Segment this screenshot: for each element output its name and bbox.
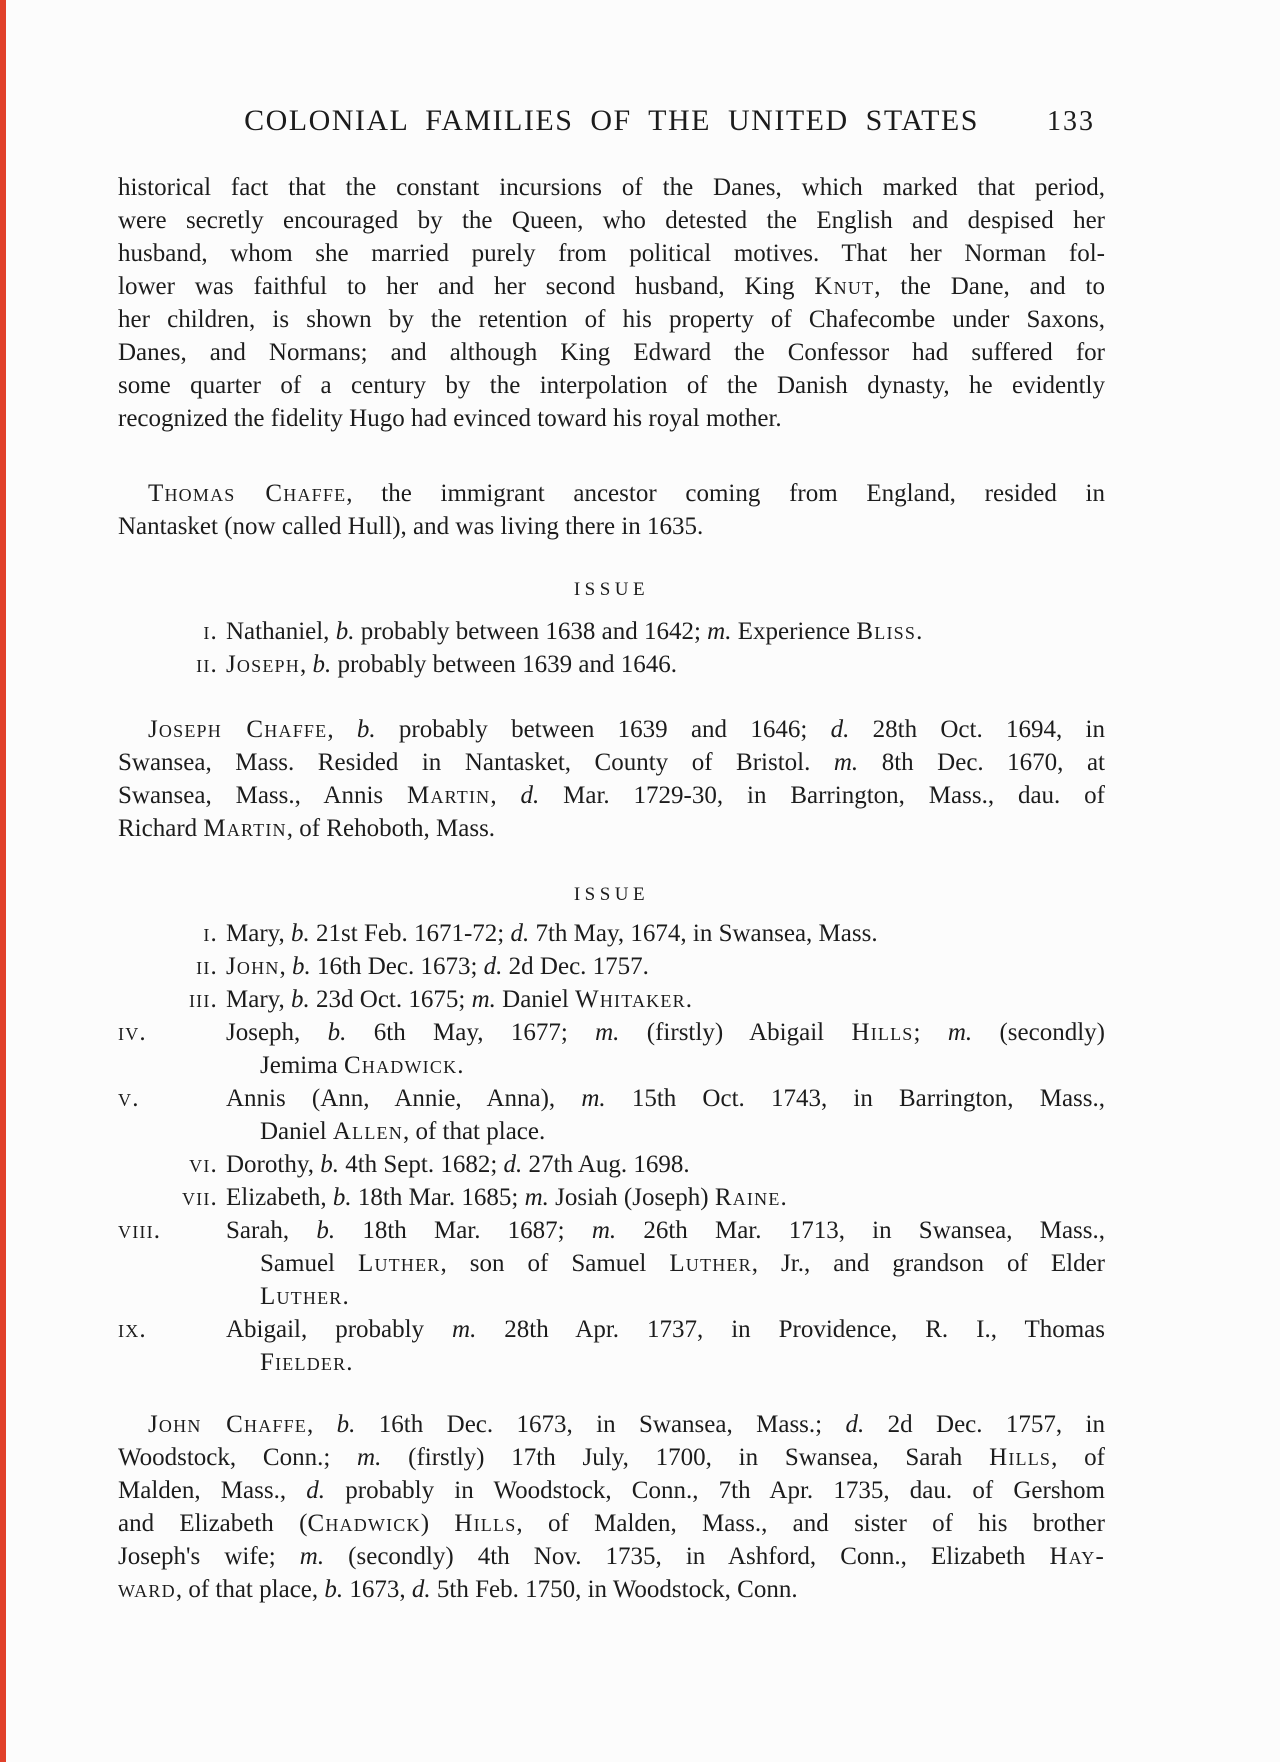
text-line bbox=[118, 270, 1105, 303]
text-line bbox=[118, 303, 1105, 336]
text-run: 23d Oct. 1675; bbox=[309, 986, 472, 1013]
text-run: (firstly) 17th July, 1700, in Swansea, Sarah bbox=[381, 1444, 990, 1471]
abbrev-italic: b. bbox=[335, 618, 355, 645]
text-line bbox=[118, 1441, 1105, 1474]
roman-numeral: v. bbox=[118, 1085, 140, 1112]
text-line bbox=[118, 1507, 1105, 1540]
abbrev-italic: b. bbox=[332, 1184, 352, 1211]
text-run: Samuel bbox=[260, 1250, 359, 1277]
text-run: . bbox=[685, 986, 693, 1013]
abbrev-italic: m. bbox=[357, 1444, 382, 1471]
text-line bbox=[118, 402, 1105, 435]
text-run: (secondly) bbox=[972, 1019, 1105, 1046]
text-run: , of bbox=[1051, 1444, 1105, 1471]
text-run: probably between 1639 and 1646. bbox=[331, 651, 677, 678]
abbrev-italic: d. bbox=[411, 1576, 431, 1603]
abbrev-italic: m. bbox=[591, 1217, 617, 1244]
surname-small-caps: Chadwick bbox=[344, 1052, 458, 1079]
page-number: 133 bbox=[1047, 106, 1095, 137]
text-run: Swansea, Mass. Resided in Nantasket, County of Bristol. bbox=[118, 749, 834, 776]
text-run: , of Malden, Mass., and sister of his brother bbox=[516, 1510, 1105, 1537]
text-run: 4th Sept. 1682; bbox=[338, 1151, 504, 1178]
text-run: Annis (Ann, Annie, Anna), bbox=[226, 1085, 582, 1112]
text-run: 28th Oct. 1694, in bbox=[849, 716, 1105, 743]
text-run: (firstly) Abigail bbox=[619, 1019, 852, 1046]
text-run: . bbox=[342, 1283, 349, 1310]
abbrev-italic: d. bbox=[510, 920, 530, 947]
paragraph-joseph-chaffe bbox=[118, 713, 1105, 845]
scan-edge-line bbox=[0, 0, 6, 1762]
text-run: 6th May, 1677; bbox=[346, 1019, 596, 1046]
roman-numeral: iv. bbox=[118, 1019, 147, 1046]
text-line bbox=[118, 1082, 1105, 1115]
roman-numeral: i. bbox=[203, 920, 218, 947]
text-run: 16th Dec. 1673; bbox=[310, 953, 484, 980]
text-run: historical fact that the constant incursions of the Danes, which marked that period, bbox=[118, 174, 1105, 201]
abbrev-italic: b. bbox=[291, 920, 310, 947]
text-run: 16th Dec. 1673, in Swansea, Mass.; bbox=[355, 1411, 846, 1438]
abbrev-italic: m. bbox=[299, 1543, 325, 1570]
surname-small-caps: Joseph Chaffe bbox=[148, 716, 328, 743]
roman-numeral: ii. bbox=[196, 651, 218, 678]
text-run: . bbox=[457, 1052, 464, 1079]
abbrev-italic: b. bbox=[291, 986, 310, 1013]
text-line bbox=[118, 812, 1105, 845]
abbrev-italic: m. bbox=[947, 1019, 973, 1046]
text-line bbox=[118, 1346, 1105, 1379]
text-run: Mary, bbox=[226, 986, 292, 1013]
text-run: husband, whom she married purely from political motives. That her Norman fol- bbox=[118, 240, 1105, 267]
paragraph-danes bbox=[118, 171, 1105, 435]
surname-small-caps: John Chaffe bbox=[148, 1411, 308, 1438]
surname-small-caps: Hills bbox=[989, 1444, 1052, 1471]
text-line bbox=[118, 615, 1105, 648]
text-run: Joseph's wife; bbox=[118, 1543, 300, 1570]
text-line bbox=[118, 983, 1105, 1016]
text-run: , bbox=[307, 1411, 337, 1438]
text-run: 8th Dec. 1670, at bbox=[858, 749, 1105, 776]
abbrev-italic: m. bbox=[595, 1019, 620, 1046]
text-run: , Jr., and grandson of Elder bbox=[751, 1250, 1105, 1277]
roman-numeral: viii. bbox=[118, 1217, 162, 1244]
text-line bbox=[118, 1148, 1105, 1181]
surname-small-caps: Luther bbox=[260, 1283, 343, 1310]
abbrev-italic: b. bbox=[316, 1217, 336, 1244]
abbrev-italic: b. bbox=[312, 651, 332, 678]
text-run: Daniel bbox=[495, 986, 576, 1013]
text-line bbox=[118, 1573, 1105, 1606]
text-run: 18th Mar. 1685; bbox=[351, 1184, 525, 1211]
text-column bbox=[118, 0, 1105, 1762]
text-run: Elizabeth, bbox=[226, 1184, 333, 1211]
text-run: Jemima bbox=[260, 1052, 345, 1079]
text-run: Malden, Mass., bbox=[118, 1477, 307, 1504]
surname-small-caps: Hills bbox=[454, 1510, 517, 1537]
paragraph-john-chaffe bbox=[118, 1408, 1105, 1606]
surname-small-caps: Raine bbox=[714, 1184, 781, 1211]
text-line bbox=[118, 1049, 1105, 1082]
text-line bbox=[118, 204, 1105, 237]
text-run: , bbox=[279, 953, 293, 980]
surname-small-caps: Joseph bbox=[226, 651, 300, 678]
text-run: 15th Oct. 1743, in Barrington, Mass., bbox=[605, 1085, 1105, 1112]
text-run: probably in Woodstock, Conn., 7th Apr. 1735, dau. of Gershom bbox=[325, 1477, 1106, 1504]
text-run: 27th Aug. 1698. bbox=[522, 1151, 690, 1178]
text-run: recognized the fidelity Hugo had evinced toward his royal mother. bbox=[118, 405, 782, 432]
text-run: ) bbox=[420, 1510, 455, 1537]
text-run: her children, is shown by the retention of his property of Chafecombe under Saxons, bbox=[118, 306, 1105, 333]
abbrev-italic: m. bbox=[833, 749, 859, 776]
text-run: some quarter of a century by the interpolation of the Danish dynasty, he evidently bbox=[118, 372, 1105, 399]
text-line bbox=[118, 171, 1105, 204]
surname-small-caps: Luther bbox=[358, 1250, 441, 1277]
text-run: Dorothy, bbox=[226, 1151, 321, 1178]
text-run: 1673, bbox=[343, 1576, 412, 1603]
text-line bbox=[118, 1280, 1105, 1313]
text-line bbox=[118, 1214, 1105, 1247]
text-line bbox=[118, 510, 1105, 543]
text-run: Experience bbox=[731, 618, 857, 645]
text-run: , bbox=[299, 651, 313, 678]
surname-small-caps: Whitaker bbox=[575, 986, 686, 1013]
text-run: 28th Apr. 1737, in Providence, R. I., Thomas bbox=[476, 1316, 1105, 1343]
text-run: Mary, bbox=[226, 920, 292, 947]
text-line bbox=[118, 336, 1105, 369]
surname-small-caps: Martin bbox=[203, 815, 287, 842]
abbrev-italic: d. bbox=[503, 1151, 523, 1178]
text-line bbox=[118, 477, 1105, 510]
surname-small-caps: Hay- bbox=[1049, 1543, 1105, 1570]
abbrev-italic: m. bbox=[471, 986, 496, 1013]
text-run: lower was faithful to her and her second husband, King bbox=[118, 273, 815, 300]
text-run: Sarah, bbox=[226, 1217, 317, 1244]
issue-heading-1: ISSUE bbox=[573, 579, 650, 600]
text-run: , of Rehoboth, Mass. bbox=[286, 815, 496, 842]
text-line bbox=[118, 1181, 1105, 1214]
text-run: , the immigrant ancestor coming from England, resided in bbox=[346, 480, 1105, 507]
text-run: 18th Mar. 1687; bbox=[335, 1217, 592, 1244]
abbrev-italic: d. bbox=[483, 953, 503, 980]
abbrev-italic: m. bbox=[452, 1316, 477, 1343]
roman-numeral: vii. bbox=[181, 1184, 218, 1211]
text-run: 5th Feb. 1750, in Woodstock, Conn. bbox=[430, 1576, 798, 1603]
text-line bbox=[118, 648, 1105, 681]
text-run: probably between 1639 and 1646; bbox=[375, 716, 831, 743]
roman-numeral: iii. bbox=[188, 986, 218, 1013]
text-run: 2d Dec. 1757. bbox=[502, 953, 649, 980]
text-run: Nantasket (now called Hull), and was living there in 1635. bbox=[118, 513, 704, 540]
text-line bbox=[118, 1016, 1105, 1049]
abbrev-italic: d. bbox=[830, 716, 850, 743]
abbrev-italic: m. bbox=[707, 618, 732, 645]
text-run: Daniel bbox=[260, 1118, 333, 1145]
text-line bbox=[118, 1474, 1105, 1507]
text-run: Richard bbox=[118, 815, 204, 842]
text-run: and Elizabeth ( bbox=[118, 1510, 308, 1537]
text-run: Abigail, probably bbox=[226, 1316, 453, 1343]
text-run: Woodstock, Conn.; bbox=[118, 1444, 358, 1471]
text-line bbox=[118, 1540, 1105, 1573]
surname-small-caps: Luther bbox=[669, 1250, 752, 1277]
text-run: . bbox=[780, 1184, 787, 1211]
text-line bbox=[118, 1313, 1105, 1346]
text-run: . bbox=[346, 1349, 353, 1376]
text-run: 21st Feb. 1671-72; bbox=[309, 920, 511, 947]
surname-small-caps: Martin bbox=[407, 782, 491, 809]
surname-small-caps: Hills bbox=[851, 1019, 914, 1046]
abbrev-italic: d. bbox=[520, 782, 540, 809]
text-line bbox=[118, 237, 1105, 270]
issue-list-2 bbox=[118, 917, 1105, 1379]
text-line bbox=[118, 746, 1105, 779]
abbrev-italic: b. bbox=[356, 716, 376, 743]
text-run: were secretly encouraged by the Queen, who detested the English and despised her bbox=[118, 207, 1105, 234]
running-title: COLONIAL FAMILIES OF THE UNITED STATES bbox=[244, 104, 979, 137]
text-run: (secondly) 4th Nov. 1735, in Ashford, Conn., Elizabeth bbox=[324, 1543, 1050, 1570]
text-line bbox=[118, 1247, 1105, 1280]
text-line bbox=[118, 713, 1105, 746]
abbrev-italic: m. bbox=[524, 1184, 549, 1211]
roman-numeral: ii. bbox=[196, 953, 218, 980]
text-run: 26th Mar. 1713, in Swansea, Mass., bbox=[616, 1217, 1105, 1244]
surname-small-caps: Allen bbox=[332, 1118, 403, 1145]
surname-small-caps: Bliss bbox=[856, 618, 917, 645]
text-run: . bbox=[916, 618, 923, 645]
roman-numeral: vi. bbox=[189, 1151, 218, 1178]
abbrev-italic: d. bbox=[306, 1477, 326, 1504]
abbrev-italic: b. bbox=[292, 953, 311, 980]
text-run: probably between 1638 and 1642; bbox=[354, 618, 708, 645]
surname-small-caps: Knut bbox=[814, 273, 875, 300]
abbrev-italic: d. bbox=[845, 1411, 865, 1438]
text-run: Joseph, bbox=[226, 1019, 328, 1046]
text-run: 2d Dec. 1757, in bbox=[864, 1411, 1105, 1438]
abbrev-italic: b. bbox=[327, 1019, 347, 1046]
text-run: 7th May, 1674, in Swansea, Mass. bbox=[529, 920, 878, 947]
issue-list-1 bbox=[118, 615, 1105, 681]
text-run: , bbox=[327, 716, 357, 743]
abbrev-italic: b. bbox=[320, 1151, 339, 1178]
text-run: Nathaniel, bbox=[226, 618, 336, 645]
text-run: , bbox=[490, 782, 521, 809]
text-run: , son of Samuel bbox=[440, 1250, 670, 1277]
text-line bbox=[118, 1408, 1105, 1441]
abbrev-italic: m. bbox=[581, 1085, 606, 1112]
text-run: , the Dane, and to bbox=[874, 273, 1105, 300]
surname-small-caps: Thomas Chaffe bbox=[148, 480, 347, 507]
text-run: Mar. 1729-30, in Barrington, Mass., dau. of bbox=[539, 782, 1106, 809]
text-line bbox=[118, 1115, 1105, 1148]
text-line bbox=[118, 369, 1105, 402]
abbrev-italic: b. bbox=[336, 1411, 356, 1438]
surname-small-caps: Chadwick bbox=[307, 1510, 421, 1537]
text-run: Josiah (Joseph) bbox=[548, 1184, 715, 1211]
surname-small-caps: Fielder bbox=[260, 1349, 347, 1376]
roman-numeral: ix. bbox=[118, 1316, 147, 1343]
text-run: , of that place, bbox=[175, 1576, 325, 1603]
text-run: Danes, and Normans; and although King Edward the Confessor had suffered for bbox=[118, 339, 1105, 366]
text-line bbox=[118, 917, 1105, 950]
surname-small-caps: John bbox=[226, 953, 280, 980]
text-line bbox=[118, 950, 1105, 983]
abbrev-italic: b. bbox=[324, 1576, 344, 1603]
surname-small-caps: ward bbox=[118, 1576, 176, 1603]
text-run: , of that place. bbox=[402, 1118, 546, 1145]
paragraph-thomas-chaffe bbox=[118, 477, 1105, 543]
roman-numeral: i. bbox=[203, 618, 218, 645]
text-line bbox=[118, 779, 1105, 812]
text-run: Swansea, Mass., Annis bbox=[118, 782, 408, 809]
issue-heading-2: ISSUE bbox=[573, 884, 650, 905]
text-run: ; bbox=[913, 1019, 948, 1046]
